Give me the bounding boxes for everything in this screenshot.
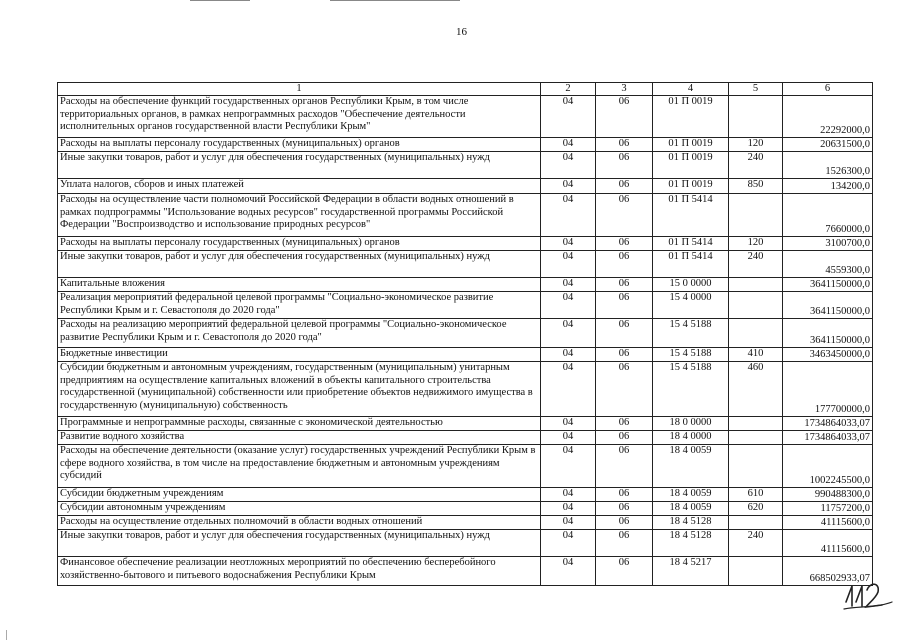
subsection-code: 06 — [596, 319, 653, 348]
expense-type-code: 240 — [729, 251, 783, 278]
subsection-code: 06 — [596, 348, 653, 362]
subsection-code: 06 — [596, 502, 653, 516]
target-article-code: 18 4 0059 — [653, 502, 729, 516]
table-row — [58, 502, 873, 516]
row-description: Иные закупки товаров, работ и услуг для обеспечения государственных (муниципальных) нужд — [58, 152, 541, 179]
row-description: Иные закупки товаров, работ и услуг для обеспечения государственных (муниципальных) нужд — [58, 530, 541, 557]
expense-type-code: 850 — [729, 179, 783, 194]
column-header: 1 — [58, 83, 541, 96]
target-article-code: 15 4 5188 — [653, 348, 729, 362]
expense-type-code: 620 — [729, 502, 783, 516]
section-code: 04 — [541, 516, 596, 530]
row-description: Реализация мероприятий федеральной целевой программы "Социально-экономическое развитие Республики Крым и г. Севастополя до 2020 года" — [58, 292, 541, 319]
target-article-code: 15 0 0000 — [653, 278, 729, 292]
section-code: 04 — [541, 194, 596, 237]
amount: 3641150000,0 — [783, 278, 873, 292]
budget-table-body — [58, 83, 873, 586]
amount: 3641150000,0 — [783, 292, 873, 319]
table-row — [58, 488, 873, 502]
row-description: Расходы на обеспечение функций государственных органов Республики Крым, в том числе территориальных органов, в рамках непрограммных расходов "Обеспечение деятельности исполнительных органов государственной власти Республики Крым" — [58, 96, 541, 138]
table-row — [58, 530, 873, 557]
subsection-code: 06 — [596, 96, 653, 138]
handwritten-page-mark — [840, 572, 898, 612]
expense-type-code: 240 — [729, 152, 783, 179]
amount: 1002245500,0 — [783, 445, 873, 488]
amount: 1734864033,07 — [783, 431, 873, 445]
page-number: 16 — [456, 26, 467, 38]
row-description: Субсидии автономным учреждениям — [58, 502, 541, 516]
section-code: 04 — [541, 251, 596, 278]
row-description: Капитальные вложения — [58, 278, 541, 292]
target-article-code: 01 П 0019 — [653, 179, 729, 194]
expense-type-code: 120 — [729, 237, 783, 251]
amount: 3463450000,0 — [783, 348, 873, 362]
row-description: Субсидии бюджетным учреждениям — [58, 488, 541, 502]
expense-type-code: 610 — [729, 488, 783, 502]
table-row — [58, 362, 873, 417]
table-row — [58, 445, 873, 488]
column-header: 2 — [541, 83, 596, 96]
expense-type-code: 120 — [729, 138, 783, 152]
section-code: 04 — [541, 138, 596, 152]
subsection-code: 06 — [596, 251, 653, 278]
expense-type-code — [729, 445, 783, 488]
row-description: Иные закупки товаров, работ и услуг для обеспечения государственных (муниципальных) нужд — [58, 251, 541, 278]
section-code: 04 — [541, 362, 596, 417]
section-code: 04 — [541, 502, 596, 516]
row-description: Расходы на выплаты персоналу государственных (муниципальных) органов — [58, 138, 541, 152]
section-code: 04 — [541, 445, 596, 488]
table-row — [58, 557, 873, 586]
row-description: Расходы на осуществление отдельных полномочий в области водных отношений — [58, 516, 541, 530]
expense-type-code — [729, 96, 783, 138]
row-description: Расходы на выплаты персоналу государственных (муниципальных) органов — [58, 237, 541, 251]
expense-type-code — [729, 516, 783, 530]
amount: 22292000,0 — [783, 96, 873, 138]
target-article-code: 18 0 0000 — [653, 417, 729, 431]
table-row — [58, 152, 873, 179]
amount: 3100700,0 — [783, 237, 873, 251]
expense-type-code — [729, 417, 783, 431]
budget-table — [57, 82, 873, 586]
table-row — [58, 319, 873, 348]
target-article-code: 15 4 0000 — [653, 292, 729, 319]
section-code: 04 — [541, 179, 596, 194]
target-article-code: 18 4 0059 — [653, 445, 729, 488]
expense-type-code — [729, 557, 783, 586]
amount: 4559300,0 — [783, 251, 873, 278]
subsection-code: 06 — [596, 417, 653, 431]
target-article-code: 18 4 5128 — [653, 530, 729, 557]
column-header: 5 — [729, 83, 783, 96]
target-article-code: 01 П 0019 — [653, 138, 729, 152]
row-description: Программные и непрограммные расходы, связанные с экономической деятельностью — [58, 417, 541, 431]
row-description: Расходы на реализацию мероприятий федеральной целевой программы "Социально-экономическое развитие Республики Крым и г. Севастополя до 2020 года" — [58, 319, 541, 348]
target-article-code: 18 4 0059 — [653, 488, 729, 502]
column-header: 6 — [783, 83, 873, 96]
scan-edge-mark — [6, 630, 7, 640]
amount: 668502933,07 — [783, 557, 873, 586]
amount: 3641150000,0 — [783, 319, 873, 348]
subsection-code: 06 — [596, 445, 653, 488]
row-description: Развитие водного хозяйства — [58, 431, 541, 445]
section-code: 04 — [541, 530, 596, 557]
table-row — [58, 348, 873, 362]
expense-type-code: 410 — [729, 348, 783, 362]
subsection-code: 06 — [596, 152, 653, 179]
section-code: 04 — [541, 348, 596, 362]
subsection-code: 06 — [596, 179, 653, 194]
row-description: Финансовое обеспечение реализации неотложных мероприятий по обеспечению бесперебойного хозяйственно-бытового и питьевого водоснабжения Республики Крым — [58, 557, 541, 586]
table-row — [58, 179, 873, 194]
amount: 177700000,0 — [783, 362, 873, 417]
target-article-code: 18 4 5217 — [653, 557, 729, 586]
expense-type-code — [729, 431, 783, 445]
table-row — [58, 138, 873, 152]
section-code: 04 — [541, 152, 596, 179]
amount: 990488300,0 — [783, 488, 873, 502]
table-row — [58, 516, 873, 530]
subsection-code: 06 — [596, 488, 653, 502]
expense-type-code: 240 — [729, 530, 783, 557]
row-description: Расходы на обеспечение деятельности (оказание услуг) государственных учреждений Республики Крым в сфере водного хозяйства, в том числе на предоставление бюджетным и автономным учреждениям субсидий — [58, 445, 541, 488]
amount: 134200,0 — [783, 179, 873, 194]
subsection-code: 06 — [596, 362, 653, 417]
target-article-code: 01 П 0019 — [653, 152, 729, 179]
row-description: Расходы на осуществление части полномочий Российской Федерации в области водных отношений в рамках подпрограммы "Использование водных ресурсов" государственной программы Российской Федерации "Воспроизводство и использование природных ресурсов" — [58, 194, 541, 237]
subsection-code: 06 — [596, 237, 653, 251]
section-code: 04 — [541, 431, 596, 445]
expense-type-code: 460 — [729, 362, 783, 417]
table-row — [58, 431, 873, 445]
target-article-code: 18 4 0000 — [653, 431, 729, 445]
target-article-code: 01 П 0019 — [653, 96, 729, 138]
section-code: 04 — [541, 278, 596, 292]
section-code: 04 — [541, 417, 596, 431]
table-row — [58, 251, 873, 278]
target-article-code: 01 П 5414 — [653, 251, 729, 278]
target-article-code: 15 4 5188 — [653, 319, 729, 348]
amount: 41115600,0 — [783, 530, 873, 557]
subsection-code: 06 — [596, 516, 653, 530]
table-row — [58, 237, 873, 251]
amount: 20631500,0 — [783, 138, 873, 152]
amount: 11757200,0 — [783, 502, 873, 516]
subsection-code: 06 — [596, 557, 653, 586]
target-article-code: 15 4 5188 — [653, 362, 729, 417]
subsection-code: 06 — [596, 431, 653, 445]
target-article-code: 01 П 5414 — [653, 194, 729, 237]
subsection-code: 06 — [596, 138, 653, 152]
column-header: 4 — [653, 83, 729, 96]
table-row — [58, 278, 873, 292]
table-row — [58, 292, 873, 319]
row-description: Уплата налогов, сборов и иных платежей — [58, 179, 541, 194]
amount: 1734864033,07 — [783, 417, 873, 431]
row-description: Бюджетные инвестиции — [58, 348, 541, 362]
table-row — [58, 194, 873, 237]
section-code: 04 — [541, 237, 596, 251]
amount: 1526300,0 — [783, 152, 873, 179]
expense-type-code — [729, 319, 783, 348]
section-code: 04 — [541, 319, 596, 348]
section-code: 04 — [541, 292, 596, 319]
amount: 7660000,0 — [783, 194, 873, 237]
target-article-code: 01 П 5414 — [653, 237, 729, 251]
amount: 41115600,0 — [783, 516, 873, 530]
section-code: 04 — [541, 557, 596, 586]
scan-edge-line — [190, 0, 250, 1]
column-header: 3 — [596, 83, 653, 96]
table-header-row — [58, 83, 873, 96]
expense-type-code — [729, 278, 783, 292]
subsection-code: 06 — [596, 194, 653, 237]
table-row — [58, 96, 873, 138]
subsection-code: 06 — [596, 530, 653, 557]
row-description: Субсидии бюджетным и автономным учреждениям, государственным (муниципальным) унитарным предприятиям на осуществление капитальных вложений в объекты капитального строительства государственной (муниципальной) собственности или приобретение объектов недвижимого имущества в государственную (муниципальную) собственность — [58, 362, 541, 417]
expense-type-code — [729, 194, 783, 237]
scan-edge-line — [330, 0, 460, 1]
target-article-code: 18 4 5128 — [653, 516, 729, 530]
expense-type-code — [729, 292, 783, 319]
subsection-code: 06 — [596, 278, 653, 292]
subsection-code: 06 — [596, 292, 653, 319]
table-row — [58, 417, 873, 431]
section-code: 04 — [541, 488, 596, 502]
section-code: 04 — [541, 96, 596, 138]
